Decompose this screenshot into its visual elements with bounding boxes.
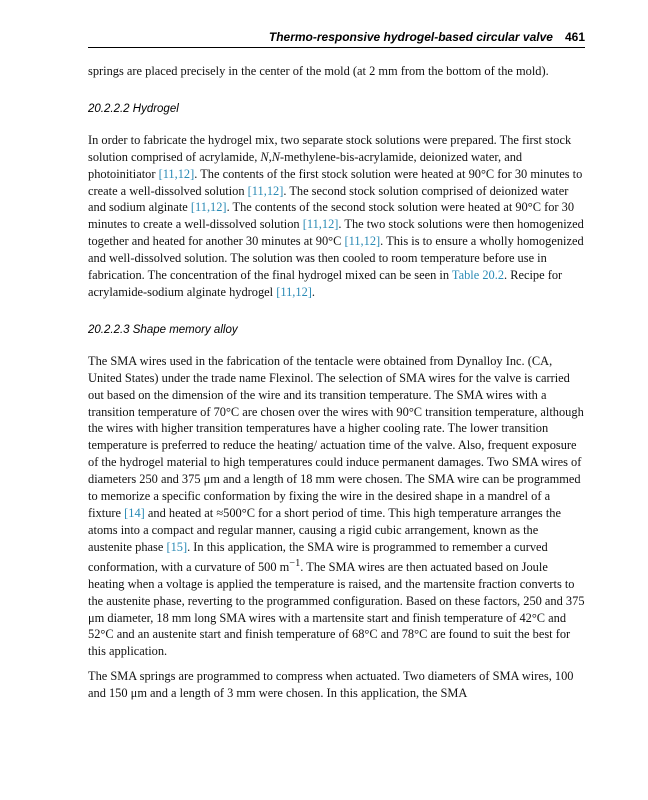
sma-spring-paragraph <box>88 668 585 702</box>
section-heading-hydrogel: 20.2.2.2 Hydrogel <box>88 102 179 115</box>
table-link[interactable]: Table 20.2 <box>451 268 505 283</box>
citation-link[interactable]: [15] <box>166 539 188 554</box>
text-run: In order to fabricate the hydrogel mix, two separate stock solutions were prepared. The first stock solution comprised of acrylamide, <box>88 132 572 164</box>
text-run: . The SMA wires are then actuated based on Joule heating when a voltage is applied the temperature is raised, and the martensite fraction converts to the austenite phase, reverting to the programmed configuration. Based on these factors, 250 and 375 μm diameter, 18 mm long SMA wires with a martensite start and finish temperature of 42°C and 52°C and an austenite start and finish temperature of 68°C and 78°C are found to suit the best for this application. <box>88 559 585 659</box>
section-heading-sma: 20.2.2.3 Shape memory alloy <box>88 323 238 336</box>
citation-link[interactable]: [11,12] <box>190 200 227 215</box>
intro-text: springs are placed precisely in the center of the mold (at 2 mm from the bottom of the mold). <box>88 64 549 78</box>
citation-link[interactable]: [14] <box>124 505 145 520</box>
page-number: 461 <box>564 30 585 44</box>
citation-link[interactable]: [11,12] <box>276 284 312 299</box>
citation-link[interactable]: [11,12] <box>247 183 284 198</box>
text-run: . <box>311 284 315 299</box>
paragraph-gap <box>88 660 585 668</box>
text-run: The SMA wires used in the fabrication of the tentacle were obtained from Dynalloy Inc. (CA, United States) under the trade name Flexinol. The selection of SMA wires for the valve is carried out based on the dimension of the wire and its transition temperature. The SMA wires with a transition temperature of 70°C are chosen over the wires with 90°C transition temperature, although the wires with higher transition temperatures have a higher cooling rate. The lower transition temperature is preferred to reduce the heating/ actuation time of the valve. Also, frequent exposure of the hydrogel material to high temperatures could induce permanent damages. Two SMA wires of diameters 250 and 375 μm and a length of 18 mm were chosen. The SMA wire can be programmed to memorize a specific conformation by fixing the wire in the desired shape in a mandrel of a fixture <box>88 353 584 520</box>
text-run: . This is to ensure a wholly homogenized and well-dissolved solution. The solution was then cooled to room temperature before use in fabrication. The concentration of the final hydrogel mixed can be seen in <box>88 234 584 283</box>
superscript: −1 <box>289 557 301 569</box>
text-run: . The contents of the first stock solution were heated at 90°C for 30 minutes to create a well-dissolved solution <box>88 166 583 198</box>
text-run: . In this application, the SMA wire is programmed to remember a curved conformation, with a curvature of 500 m <box>88 539 548 574</box>
text-run: . The two stock solutions were then homogenized together and heated for another 30 minutes at 90°C <box>88 217 584 249</box>
text-run-italic: N,N <box>260 149 281 164</box>
text-run: and heated at ≈500°C for a short period of time. This high temperature arranges the atoms into a compact and regular manner, causing a rigid cubic arrangement, known as the austenite phase <box>88 505 561 554</box>
header-title: Thermo-responsive hydrogel-based circular valve <box>268 30 553 44</box>
intro-paragraph <box>88 63 585 80</box>
sma-paragraph <box>88 353 585 660</box>
text-run: . The second stock solution comprised of deionized water and sodium alginate <box>88 183 569 215</box>
text-run: -methylene-bis-acrylamide, deionized water, and photoinitiator <box>88 149 523 181</box>
text-run: . Recipe for acrylamide-sodium alginate hydrogel <box>88 268 563 299</box>
citation-link[interactable]: [11,12] <box>344 234 381 249</box>
text-run: . The contents of the second stock solution were heated at 90°C for 30 minutes to create a well-dissolved solution <box>88 200 575 232</box>
citation-link[interactable]: [11,12] <box>158 166 195 181</box>
hydrogel-paragraph <box>88 132 585 301</box>
citation-link[interactable]: [11,12] <box>302 217 339 232</box>
text-run: The SMA springs are programmed to compress when actuated. Two diameters of SMA wires, 100 and 150 μm and a length of 3 mm were chosen. In this application, the SMA <box>88 669 574 701</box>
running-header <box>88 30 585 48</box>
body-text <box>88 63 585 702</box>
